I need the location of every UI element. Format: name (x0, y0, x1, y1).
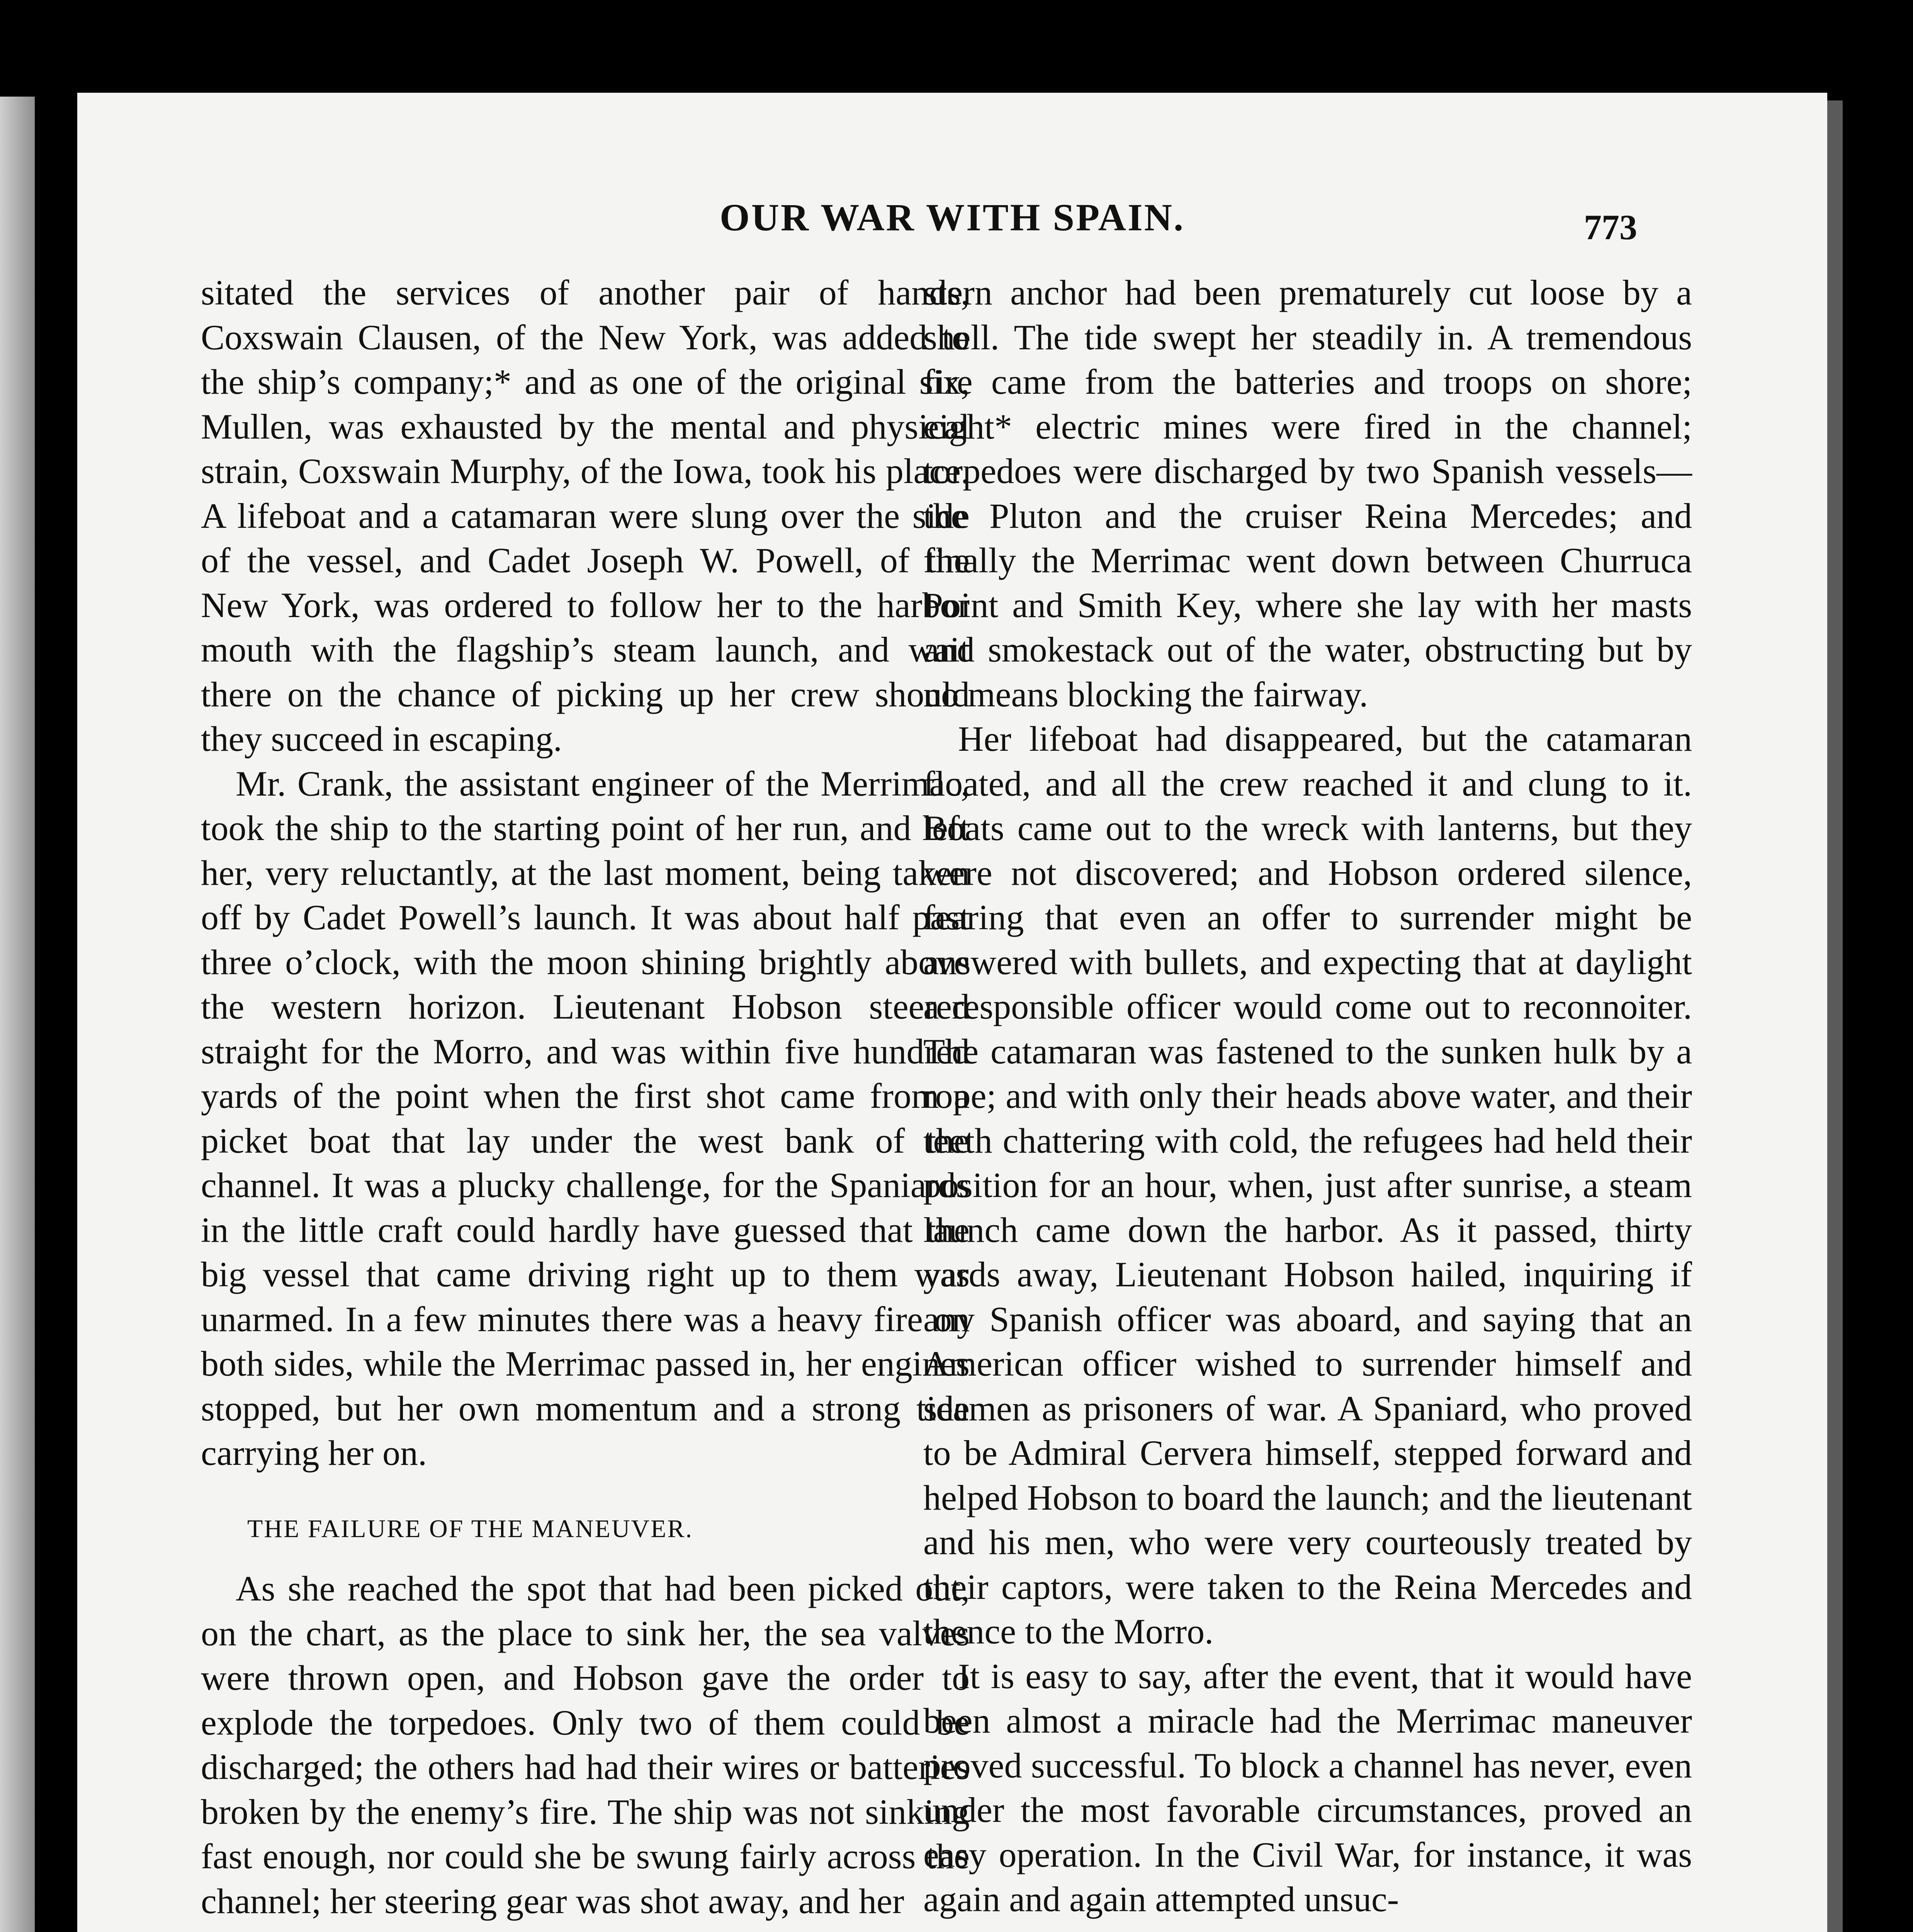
page-binding-edge (1827, 100, 1843, 1932)
paragraph: sitated the services of another pair of hands, Coxswain Clausen, of the New York, was added to the ship’s company;* and as one of the original six, Mullen, was exhausted by the mental and physical strain, Coxswain Murphy, of the Iowa, took his place. A lifeboat and a catamaran were slung over the side of the vessel, and Cadet Joseph W. Powell, of the New York, was ordered to follow her to the harbor mouth with the flagship’s steam launch, and wait there on the chance of picking up her crew should they succeed in escaping. (201, 273, 970, 759)
section-subheading: THE FAILURE OF THE MANEUVER. (247, 1514, 693, 1543)
paragraph: Her lifeboat had disappeared, but the catamaran floated, and all the crew reached it and clung to it. Boats came out to the wreck with lanterns, but they were not discovered; and Hobson ordered silence, fearing that even an offer to surrender might be answered with bullets, and expecting that at daylight a responsible officer would come out to reconnoiter. The catamaran was fastened to the sunken hulk by a rope; and with only their heads above water, and their teeth chattering with cold, the refugees had held their position for an hour, when, just after sunrise, a steam launch came down the harbor. As it passed, thirty yards away, Lieutenant Hobson hailed, inquiring if any Spanish officer was aboard, and saying that an American officer wished to surrender himself and seamen as prisoners of war. A Spaniard, who proved to be Admiral Cervera himself, stepped forward and helped Hobson to board the launch; and the lieutenant and his men, who were very courteously treated by their captors, were taken to the Reina Mercedes and thence to the Morro. (923, 719, 1692, 1651)
book-page (77, 93, 1827, 1932)
running-head: OUR WAR WITH SPAIN. (720, 196, 1185, 239)
paragraph: Mr. Crank, the assistant engineer of the Merrimac, took the ship to the starting point of her run, and left her, very reluctantly, at the last moment, being taken off by Cadet Powell’s launch. It was about half past three o’clock, with the moon shining brightly above the western horizon. Lieutenant Hobson steered straight for the Morro, and was within five hundred yards of the point when the first shot came from a picket boat that lay under the west bank of the channel. It was a plucky challenge, for the Spaniards in the little craft could hardly have guessed that the big vessel that came driving right up to them was unarmed. In a few minutes there was a heavy fire on both sides, while the Merrimac passed in, her engines stopped, but her own momentum and a strong tide carrying her on. (201, 764, 970, 1473)
page-number: 773 (1584, 207, 1637, 247)
facing-page-edge (0, 97, 35, 1932)
paragraph: It is easy to say, after the event, that it would have been almost a miracle had the Merrimac maneuver proved successful. To block a channel has never, even under the most favorable circumstances, proved an easy operation. In the Civil War, for instance, it was again and again attempted unsuc- (923, 1656, 1692, 1919)
right-column (923, 270, 1692, 1922)
paragraph: stern anchor had been prematurely cut loose by a shell. The tide swept her steadily in. A tremendous fire came from the batteries and troops on shore; eight* electric mines were fired in the channel; torpedoes were discharged by two Spanish vessels—the Pluton and the cruiser Reina Mercedes; and finally the Merrimac went down between Churruca Point and Smith Key, where she lay with her masts and smokestack out of the water, obstructing but by no means blocking the fairway. (923, 273, 1692, 714)
left-column (201, 270, 970, 1923)
paragraph: As she reached the spot that had been picked out, on the chart, as the place to sink her, the sea valves were thrown open, and Hobson gave the order to explode the torpedoes. Only two of them could be discharged; the others had had their wires or batteries broken by the enemy’s fire. The ship was not sinking fast enough, nor could she be swung fairly across the channel; her steering gear was shot away, and her (201, 1569, 970, 1921)
